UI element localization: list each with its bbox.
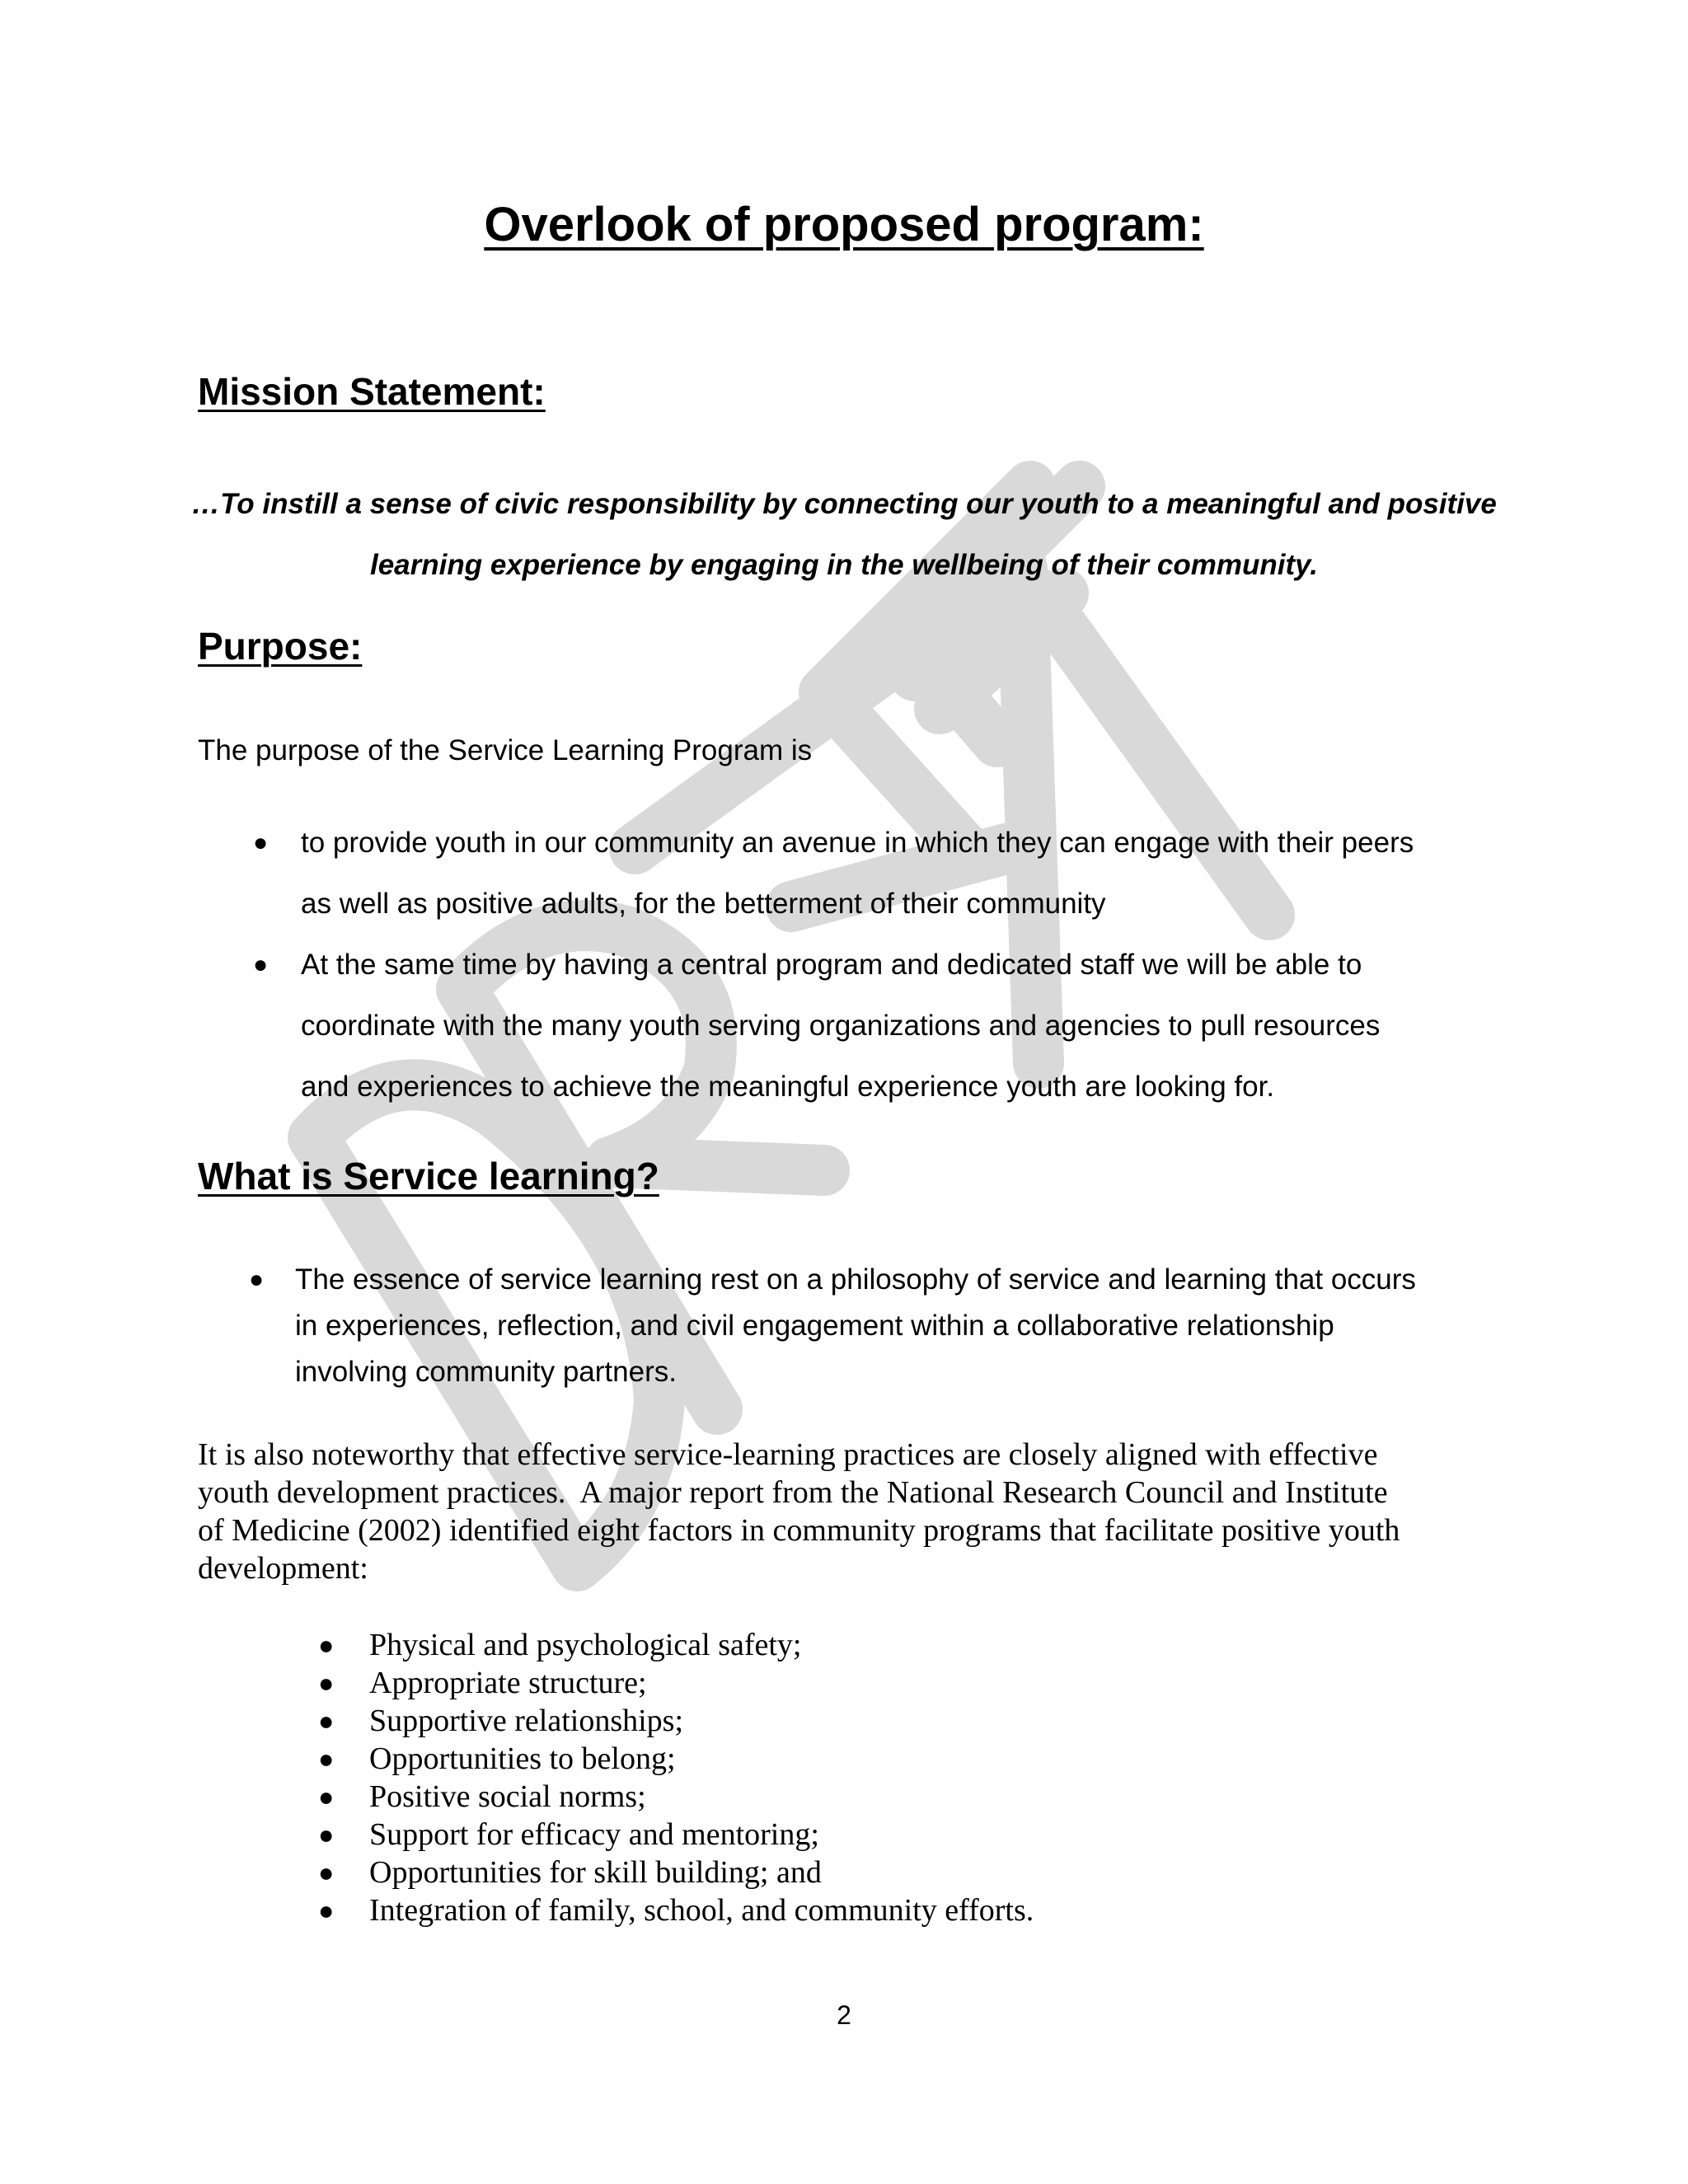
paragraph-line: youth development practices. A major report from the National Research Council and Institute	[198, 1475, 1388, 1510]
list-item	[318, 1778, 1358, 1816]
bullet-icon: ●	[318, 1896, 335, 1925]
factor-text: Support for efficacy and mentoring;	[369, 1817, 819, 1852]
paragraph-line: of Medicine (2002) identified eight factors in community programs that facilitate positive youth	[198, 1513, 1400, 1548]
list-item	[253, 813, 1504, 935]
mission-line-2: learning experience by engaging in the wellbeing of their community.	[369, 549, 1318, 581]
factor-text: Positive social norms;	[369, 1779, 646, 1814]
list-item-line: The essence of service learning rest on a philosophy of service and learning that occurs	[295, 1263, 1416, 1296]
factor-text: Integration of family, school, and community efforts.	[369, 1893, 1034, 1928]
bullet-icon: ●	[318, 1706, 335, 1736]
purpose-intro: The purpose of the Service Learning Program is	[198, 734, 813, 766]
paragraph-line: development:	[198, 1551, 368, 1586]
list-item	[318, 1626, 1358, 1664]
list-item-line: and experiences to achieve the meaningful experience youth are looking for.	[301, 1071, 1275, 1103]
bullet-icon: ●	[318, 1858, 335, 1887]
paragraph-line: It is also noteworthy that effective service-learning practices are closely aligned with effective	[198, 1437, 1378, 1472]
bullet-icon: ●	[318, 1744, 335, 1774]
noteworthy-paragraph	[198, 1436, 1484, 1587]
list-item-line: involving community partners.	[295, 1356, 677, 1388]
bullet-icon: ●	[253, 951, 269, 978]
factor-text: Opportunities to belong;	[369, 1741, 676, 1776]
list-item	[318, 1816, 1358, 1854]
list-item-line: At the same time by having a central program and dedicated staff we will be able to	[301, 949, 1362, 981]
list-item-line: coordinate with the many youth serving organizations and agencies to pull resources	[301, 1010, 1381, 1042]
list-item-line: as well as positive adults, for the betterment of their community	[301, 888, 1106, 920]
what-is-heading: What is Service learning?	[198, 1155, 659, 1197]
document-title: Overlook of proposed program:	[484, 198, 1204, 251]
what-is-list	[249, 1257, 1507, 1395]
mission-line-1: …To instill a sense of civic responsibility by connecting our youth to a meaningful and positive	[191, 488, 1497, 520]
list-item	[253, 935, 1504, 1118]
list-item	[318, 1664, 1358, 1702]
factors-list	[318, 1626, 1358, 1929]
factor-text: Supportive relationships;	[369, 1704, 684, 1738]
purpose-heading: Purpose:	[198, 625, 363, 668]
list-item	[249, 1257, 1507, 1395]
list-item	[318, 1740, 1358, 1778]
page-number: 2	[837, 2000, 851, 2030]
list-item	[318, 1702, 1358, 1740]
bullet-icon: ●	[249, 1266, 265, 1293]
bullet-icon: ●	[318, 1782, 335, 1811]
purpose-list	[253, 813, 1504, 1118]
list-item-line: in experiences, reflection, and civil engagement within a collaborative relationship	[295, 1310, 1334, 1342]
bullet-icon: ●	[318, 1668, 335, 1698]
mission-heading: Mission Statement:	[198, 370, 546, 413]
factor-text: Physical and psychological safety;	[369, 1628, 802, 1662]
factor-text: Appropriate structure;	[369, 1666, 647, 1700]
list-item	[318, 1854, 1358, 1891]
list-item	[318, 1891, 1358, 1929]
bullet-icon: ●	[253, 829, 269, 856]
factor-text: Opportunities for skill building; and	[369, 1855, 822, 1890]
list-item-line: to provide youth in our community an avenue in which they can engage with their peers	[301, 827, 1414, 859]
mission-statement	[181, 474, 1507, 596]
bullet-icon: ●	[318, 1820, 335, 1849]
bullet-icon: ●	[318, 1630, 335, 1660]
